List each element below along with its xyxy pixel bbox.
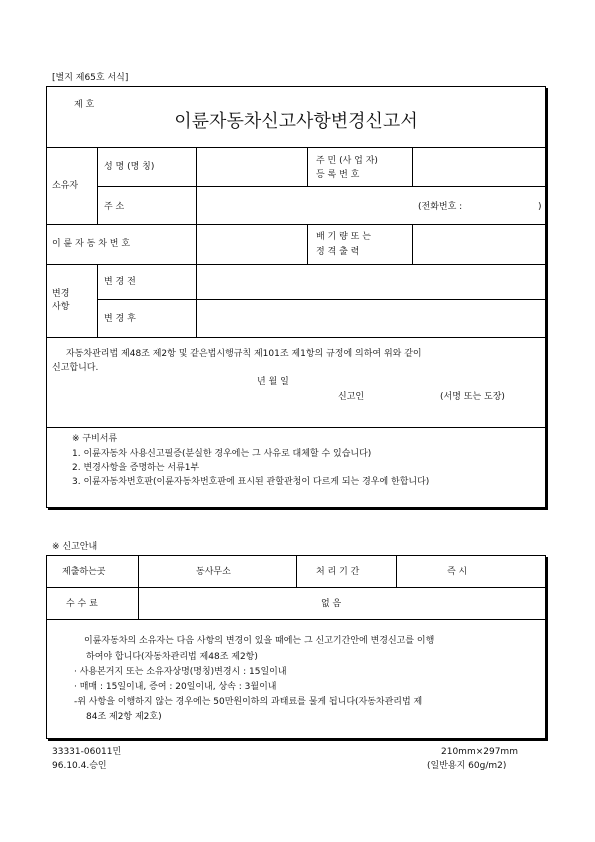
before-change-field[interactable] <box>198 266 544 297</box>
after-change-label: 변 경 후 <box>104 314 136 324</box>
col-divider <box>307 224 308 264</box>
row-divider <box>46 264 546 265</box>
phone-close: ) <box>538 202 542 212</box>
col-divider <box>412 224 413 264</box>
docs-item: 3. 이륜자동차번호판(이륜자동차번호판에 표시된 관할관청이 다르게 되는 경우에 한합니다) <box>72 477 430 487</box>
submit-place-value: 동사무소 <box>196 567 231 577</box>
col-divider <box>138 555 139 619</box>
address-field[interactable] <box>198 188 413 222</box>
docs-item: 2. 변경사항을 증명하는 서류1부 <box>72 463 200 473</box>
col-divider <box>97 264 98 337</box>
id-number-label-2: 등 록 번 호 <box>316 170 360 180</box>
col-divider <box>97 147 98 224</box>
row-divider <box>46 147 546 148</box>
form-number-label: [별지 제65호 서식] <box>52 73 129 83</box>
col-divider <box>396 555 397 587</box>
address-label: 주 소 <box>104 202 125 212</box>
col-divider <box>307 147 308 186</box>
col-divider <box>412 147 413 186</box>
submit-place-label: 제출하는곳 <box>62 567 106 577</box>
fee-label: 수 수 료 <box>66 599 98 609</box>
guide-note: · 사용본거지 또는 소유자상명(명칭)변경시 : 15일이내 <box>74 667 287 677</box>
change-label: 변경 <box>52 289 70 299</box>
docs-item: 1. 이륜자동차 사용신고필증(분실한 경우에는 그 사유로 대체할 수 있습니다) <box>72 449 372 459</box>
paper-type: (일반용지 60g/m2) <box>427 761 507 771</box>
receipt-number-label: 제 호 <box>74 100 95 110</box>
displacement-label: 배 기 량 또 는 <box>316 232 371 242</box>
after-change-field[interactable] <box>198 301 544 335</box>
guide-note: -위 사항을 이행하지 않는 경우에는 50만원이하의 과태료를 물게 됩니다(자동차관리법 제 <box>74 697 423 707</box>
docs-title: ※ 구비서류 <box>72 434 118 444</box>
owner-label: 소유자 <box>52 181 79 191</box>
displacement-label-2: 정 격 출 력 <box>316 247 360 257</box>
row-divider <box>46 427 546 428</box>
before-change-label: 변 경 전 <box>104 277 136 287</box>
row-divider <box>97 299 546 300</box>
processing-period-label: 처 리 기 간 <box>316 567 360 577</box>
form-code: 33331-06011민 <box>52 747 122 757</box>
row-divider <box>46 587 546 588</box>
guide-title: ※ 신고안내 <box>52 542 98 552</box>
guide-note: · 매매 : 15일이내, 증여 : 20일이내, 상속 : 3월이내 <box>74 682 277 692</box>
col-divider <box>196 147 197 337</box>
approval-date: 96.10.4.승인 <box>52 761 107 771</box>
declaration-text: 자동차관리법 제48조 제2항 및 같은법시행규칙 제101조 제1항의 규정에 의하여 위와 같이 <box>66 349 422 359</box>
row-divider <box>46 619 546 620</box>
name-field[interactable] <box>198 149 305 184</box>
reg-number-field[interactable] <box>198 226 305 262</box>
guide-note: 이륜자동차의 소유자는 다음 사항의 변경이 있을 때에는 그 신고기간안에 변경신고를 이행 <box>84 636 435 646</box>
form-title: 이륜자동차신고사항변경신고서 <box>174 111 418 132</box>
fee-value: 없 음 <box>321 599 342 609</box>
name-label: 성 명 (명 칭) <box>104 162 155 172</box>
row-divider <box>97 186 546 187</box>
date-line: 년 월 일 <box>257 377 289 387</box>
col-divider <box>296 555 297 587</box>
row-divider <box>46 337 546 338</box>
paper-size: 210mm×297mm <box>441 747 518 757</box>
declaration-text-2: 신고합니다. <box>52 363 99 373</box>
guide-note: 하여야 합니다(자동차관리법 제48조 제2항) <box>86 652 258 662</box>
phone-label: (전화번호 : <box>418 202 463 212</box>
guide-note: 84조 제2항 제2호) <box>86 712 162 722</box>
reg-number-label: 이 륜 자 동 차 번 호 <box>52 239 131 249</box>
row-divider <box>46 224 546 225</box>
signature-label: (서명 또는 도장) <box>440 392 505 402</box>
processing-period-value: 즉 시 <box>447 567 468 577</box>
change-label-2: 사항 <box>52 302 70 312</box>
id-number-label: 주 민 (사 업 자) <box>316 156 378 166</box>
id-number-field[interactable] <box>414 149 544 184</box>
displacement-field[interactable] <box>414 226 544 262</box>
applicant-label: 신고인 <box>338 392 365 402</box>
